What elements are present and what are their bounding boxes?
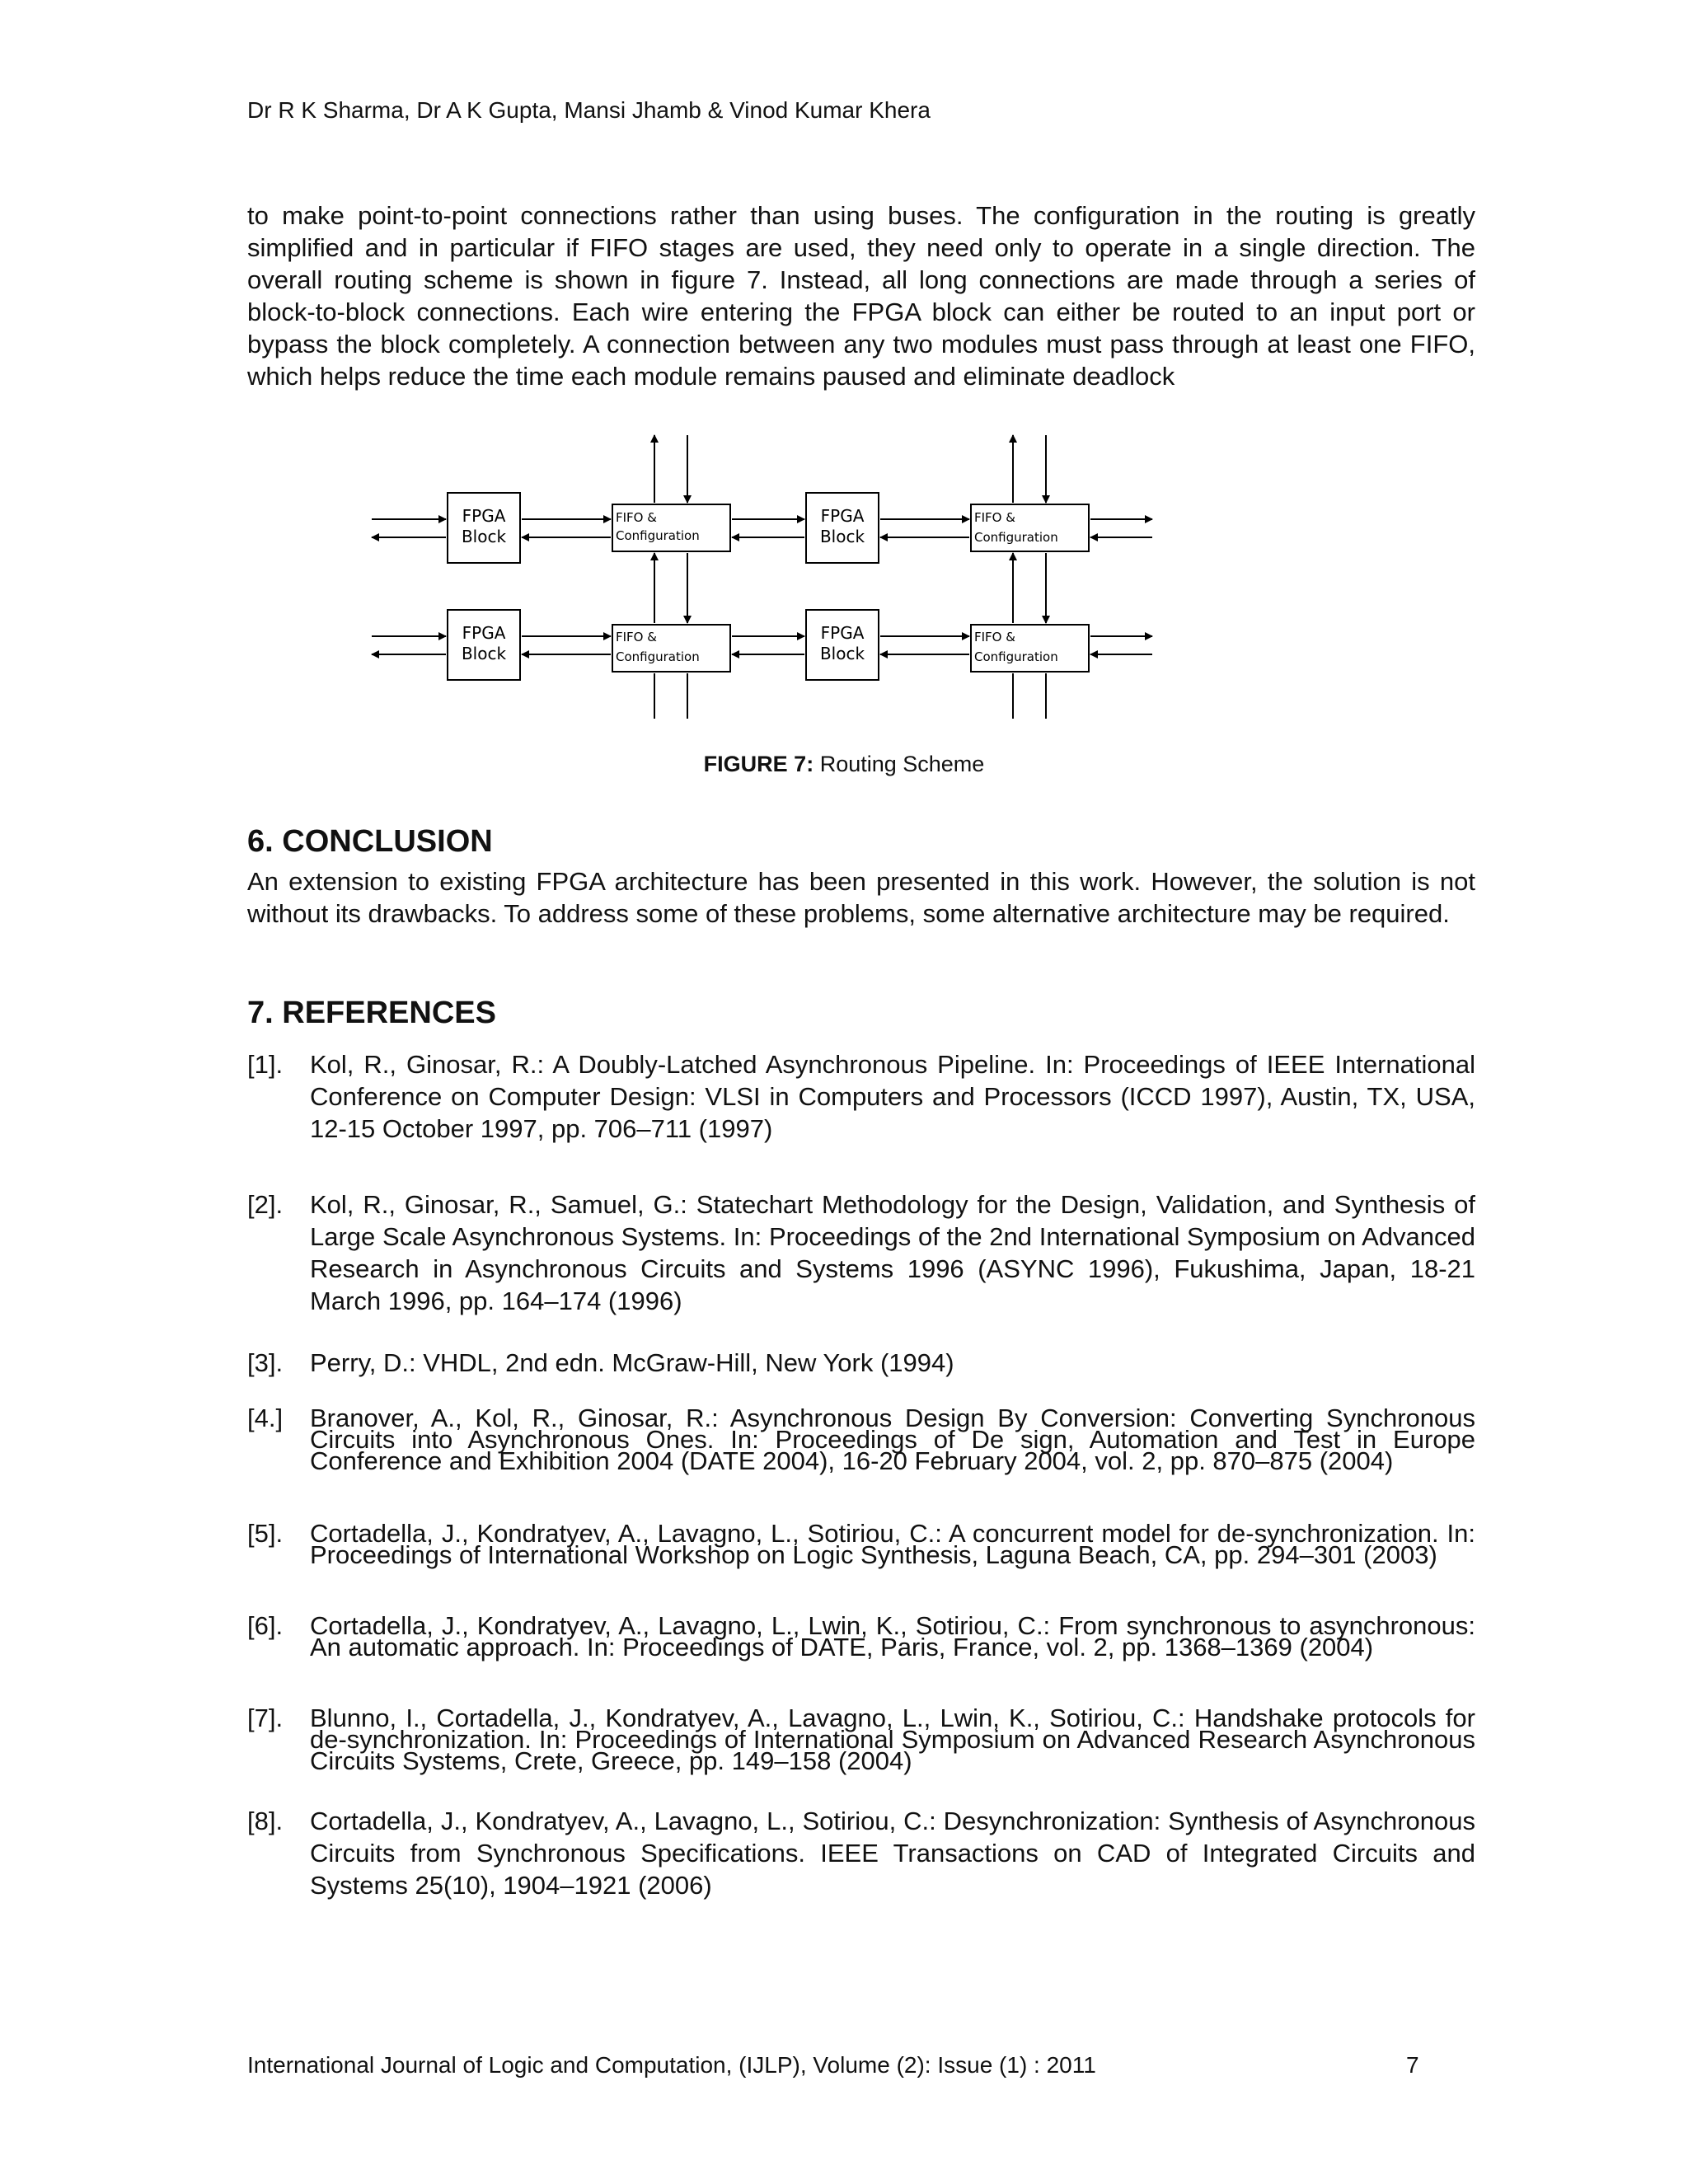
reference-number: [5]. — [247, 1519, 284, 1548]
fifo-label-4a: FIFO & — [974, 630, 1015, 644]
reference-number: [1]. — [247, 1050, 284, 1079]
routing-scheme-diagram — [354, 429, 1179, 725]
fpga-label-1b: Block — [461, 527, 507, 546]
page-number: 7 — [1406, 2052, 1419, 2078]
reference-item — [247, 1404, 1475, 1475]
fpga-label-4b: Block — [819, 644, 865, 663]
reference-text: Kol, R., Ginosar, R., Samuel, G.: Statechart Methodology for the Design, Validation, and Synthesis of Large Scale Asynchronous Systems. In: Proceedings of the 2nd International Symposium on Advanced Research in Asynchronous Circuits and Systems 1996 (ASYNC 1996), Fukushima, Japan, 18-21 March 1996, pp. 164–174 (1996) — [310, 1190, 1475, 1315]
reference-number: [7]. — [247, 1704, 284, 1732]
reference-item — [247, 1519, 1475, 1569]
fpga-label-2b: Block — [819, 527, 865, 546]
reference-text: Perry, D.: VHDL, 2nd edn. McGraw-Hill, New York (1994) — [310, 1348, 954, 1377]
fpga-label-2a: FPGA — [820, 506, 865, 526]
references-heading: 7. REFERENCES — [247, 996, 496, 1030]
figure-caption-text: Routing Scheme — [814, 752, 985, 776]
fpga-label-3a: FPGA — [462, 623, 506, 643]
reference-number: [4.] — [247, 1404, 284, 1432]
reference-item — [247, 1805, 1475, 1901]
figure-caption-label: FIGURE 7: — [703, 752, 814, 776]
fifo-label-2a: FIFO & — [974, 510, 1015, 525]
reference-item — [247, 1611, 1475, 1661]
reference-item — [247, 1704, 1475, 1775]
fifo-label-4b: Configuration — [974, 649, 1058, 664]
reference-item — [247, 1188, 1475, 1317]
reference-text: Cortadella, J., Kondratyev, A., Lavagno, L., Sotiriou, C.: Desynchronization: Synthesis of Asynchronous Circuits from Synchronous Specifications. IEEE Transactions on CAD of Integrated Circuits and Systems 25(10), 1904–1921 (2006) — [310, 1807, 1475, 1900]
fifo-label-2b: Configuration — [974, 530, 1058, 545]
reference-text: Kol, R., Ginosar, R.: A Doubly-Latched Asynchronous Pipeline. In: Proceedings of IEEE International Conference on Computer Design: VLSI in Computers and Processors (ICCD 1997), Austin, TX, USA, 12-15 October 1997, pp. 706–711 (1997) — [310, 1050, 1475, 1143]
figure-caption — [0, 752, 1688, 777]
reference-number: [2]. — [247, 1190, 284, 1219]
journal-footer: International Journal of Logic and Computation, (IJLP), Volume (2): Issue (1) : 2011 — [247, 2052, 1096, 2078]
fifo-label-3b: Configuration — [616, 649, 700, 664]
fpga-label-4a: FPGA — [820, 623, 865, 643]
conclusion-heading: 6. CONCLUSION — [247, 824, 493, 859]
conclusion-paragraph: An extension to existing FPGA architecture has been presented in this work. However, the solution is not without its drawbacks. To address some of these problems, some alternative architecture may be required. — [247, 867, 1475, 928]
reference-text: Cortadella, J., Kondratyev, A., Lavagno, L., Sotiriou, C.: A concurrent model for de-synchronization. In: Proceedings of International Workshop on Logic Synthesis, Laguna Beach, CA, pp. 294–301 (2003) — [310, 1519, 1475, 1569]
reference-number: [8]. — [247, 1807, 284, 1835]
fifo-label-1b: Configuration — [616, 528, 700, 543]
running-header: Dr R K Sharma, Dr A K Gupta, Mansi Jhamb & Vinod Kumar Khera — [247, 97, 931, 123]
fpga-label-1a: FPGA — [462, 506, 506, 526]
reference-text: Blunno, I., Cortadella, J., Kondratyev, A., Lavagno, L., Lwin, K., Sotiriou, C.: Handshake protocols for de-synchronization. In: Proceedings of International Symposium on Advanced Research Asynchronous Circuits Systems, Crete, Greece, pp. 149–158 (2004) — [310, 1704, 1475, 1775]
reference-item — [247, 1347, 1475, 1379]
reference-item — [247, 1048, 1475, 1145]
reference-number: [3]. — [247, 1348, 284, 1377]
reference-number: [6]. — [247, 1611, 284, 1640]
reference-text: Cortadella, J., Kondratyev, A., Lavagno, L., Lwin, K., Sotiriou, C.: From synchronous to asynchronous: An automatic approach. In: Proceedings of DATE, Paris, France, vol. 2, pp. 1368–1369 (2004) — [310, 1611, 1475, 1661]
intro-paragraph: to make point-to-point connections rather than using buses. The configuration in the routing is greatly simplified and in particular if FIFO stages are used, they need only to operate in a single direction. The overall routing scheme is shown in figure 7. Instead, all long connections are made through a series of block-to-block connections. Each wire entering the FPGA block can either be routed to an input port or bypass the block completely. A connection between any two modules must pass through at least one FIFO, which helps reduce the time each module remains paused and eliminate deadlock — [247, 201, 1475, 391]
fpga-label-3b: Block — [461, 644, 507, 663]
fifo-label-1a: FIFO & — [616, 510, 657, 525]
reference-text: Branover, A., Kol, R., Ginosar, R.: Asynchronous Design By Conversion: Converting Synchronous Circuits into Asynchronous Ones. In: Proceedings of De sign, Automation and Test in Europe Conference and Exhibition 2004 (DATE 2004), 16-20 February 2004, vol. 2, pp. 870–875 (2004) — [310, 1404, 1475, 1475]
routing-scheme-figure — [354, 429, 1179, 725]
fifo-label-3a: FIFO & — [616, 630, 657, 644]
